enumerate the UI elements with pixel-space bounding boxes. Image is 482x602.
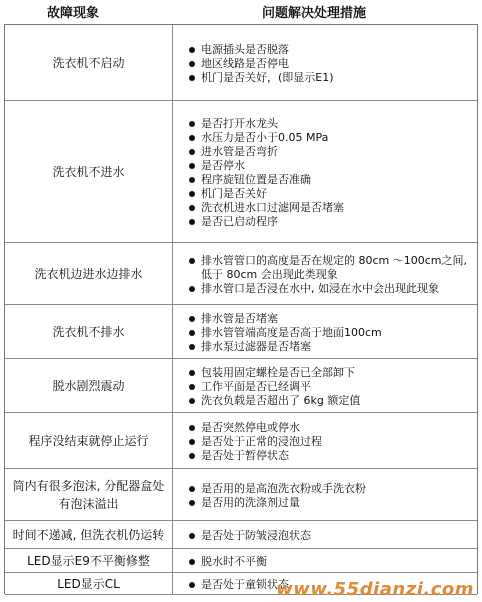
table-row [5, 101, 477, 243]
measure-item: 是否已启动程序 [187, 215, 471, 229]
fault-cell: 洗衣机不启动 [5, 25, 173, 100]
table-row [5, 521, 477, 549]
measures-cell [173, 469, 477, 520]
measure-item: 包装用固定螺栓是否已全部卸下 [187, 366, 471, 380]
header-measure: 问题解决处理措施 [261, 5, 366, 21]
table-row [5, 25, 477, 101]
fault-cell: 洗衣机不排水 [5, 305, 173, 358]
measures-cell [173, 243, 477, 304]
measure-item: 排水泵过滤器是否堵塞 [187, 340, 471, 354]
measure-item: 是否用的洗涤剂过量 [187, 496, 471, 510]
measures-cell [173, 549, 477, 572]
watermark: www.55dianzi.com [276, 579, 474, 600]
measure-item: 是否处于正常的浸泡过程 [187, 435, 471, 449]
measures-cell [173, 25, 477, 100]
fault-cell: 洗衣机边进水边排水 [5, 243, 173, 304]
measures-cell [173, 359, 477, 412]
measure-item: 是否打开水龙头 [187, 117, 471, 131]
header-fault: 故障现象 [46, 5, 99, 21]
measures-cell [173, 101, 477, 242]
fault-cell: 洗衣机不进水 [5, 101, 173, 242]
measure-item: 洗衣负载是否超出了 6kg 额定值 [187, 394, 471, 408]
measure-item: 电源插头是否脱落 [187, 43, 471, 57]
measures-cell [173, 413, 477, 468]
measure-item: 程序旋钮位置是否准确 [187, 173, 471, 187]
measures-cell [173, 305, 477, 358]
measure-item: 排水管管端高度是否高于地面100cm [187, 326, 471, 340]
measure-item: 排水管管口的高度是否在规定的 80cm ～100cm之间, 低于 80cm 会出现此类现象 [187, 254, 471, 282]
measure-item: 洗衣机进水口过滤网是否堵塞 [187, 201, 471, 215]
measure-item: 排水管是否堵塞 [187, 312, 471, 326]
fault-cell: 脱水剧烈震动 [5, 359, 173, 412]
measure-item: 工作平面是否已经调平 [187, 380, 471, 394]
fault-cell: LED显示CL [5, 573, 173, 594]
fault-cell: 筒内有很多泡沫, 分配器盒处有泡沫溢出 [5, 469, 173, 520]
measure-item: 排水管口是否浸在水中, 如浸在水中会出现此现象 [187, 282, 471, 296]
table-row [5, 243, 477, 305]
measure-item: 地区线路是否停电 [187, 57, 471, 71]
fault-cell: LED显示E9不平衡修整 [5, 549, 173, 572]
measure-item: 是否处于暂停状态 [187, 449, 471, 463]
measures-cell [173, 521, 477, 548]
measure-item: 是否用的是高泡洗衣粉或手洗衣粉 [187, 482, 471, 496]
table-row [5, 549, 477, 573]
table-row [5, 305, 477, 359]
fault-cell: 时间不递减, 但洗衣机仍运转 [5, 521, 173, 548]
measure-item: 进水管是否弯折 [187, 145, 471, 159]
measure-item: 是否突然停电或停水 [187, 421, 471, 435]
fault-table [4, 24, 478, 594]
fault-cell: 程序没结束就停止运行 [5, 413, 173, 468]
measure-item: 是否处于童锁状态 [187, 578, 471, 592]
measure-item: 是否停水 [187, 159, 471, 173]
measure-item: 机门是否关好 [187, 187, 471, 201]
table-row [5, 359, 477, 413]
measure-item: 水压力是否小于0.05 MPa [187, 131, 471, 145]
table-row [5, 413, 477, 469]
measure-item: 脱水时不平衡 [187, 555, 471, 569]
measure-item: 机门是否关好，(即显示E1) [187, 71, 471, 85]
table-row [5, 469, 477, 521]
measure-item: 是否处于防皱浸泡状态 [187, 529, 471, 543]
